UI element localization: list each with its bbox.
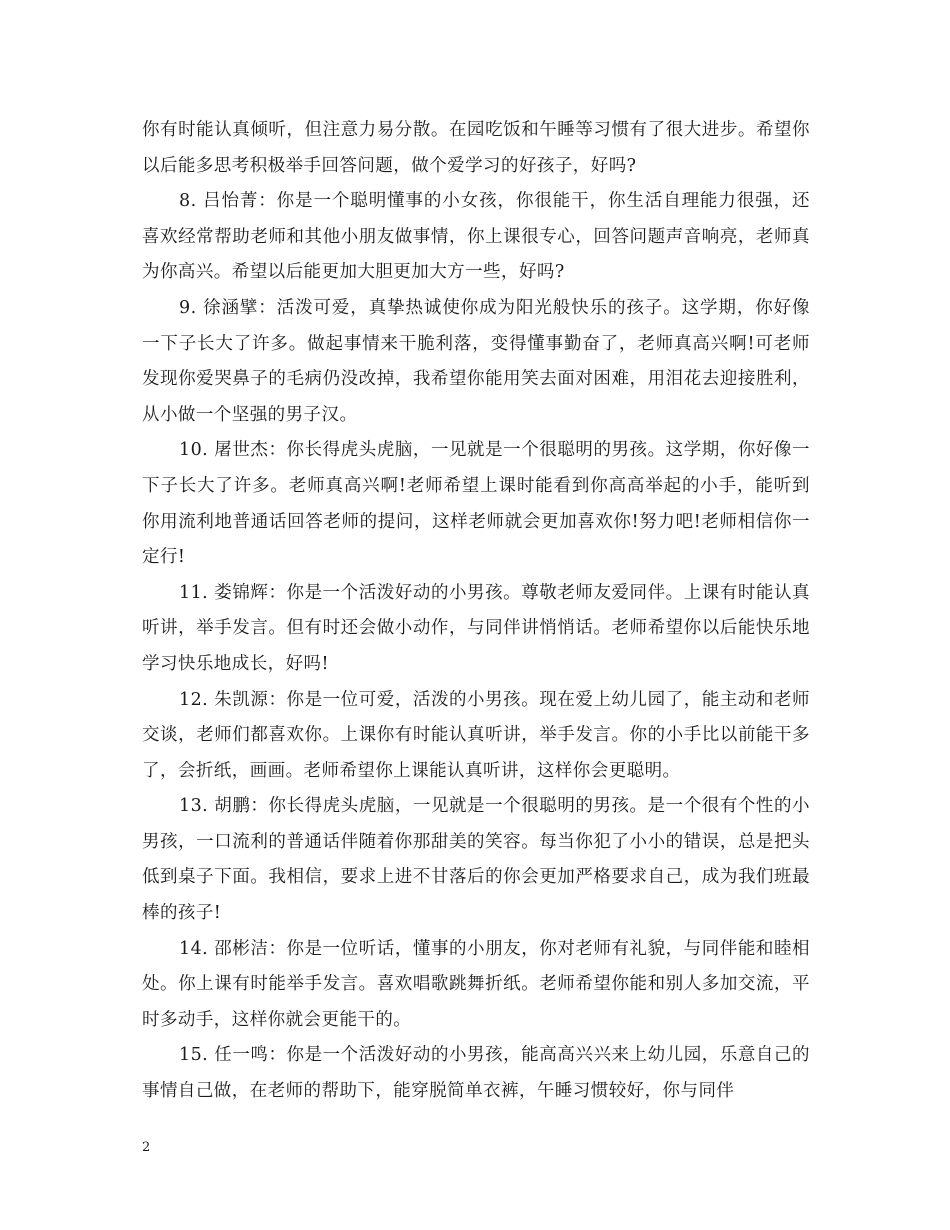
paragraph-item-10: 10. 屠世杰：你长得虎头虎脑，一见就是一个很聪明的男孩。这学期，你好像一下子长大了许多。老师真高兴啊!老师希望上课时能看到你高高举起的小手，能听到你用流利地普通话回答老师的提问，这样老师就会更加喜欢你!努力吧!老师相信你一定行! (142, 440, 810, 568)
paragraph-item-12: 12. 朱凯源：你是一位可爱，活泼的小男孩。现在爱上幼儿园了，能主动和老师交谈，老师们都喜欢你。上课你有时能认真听讲，举手发言。你的小手比以前能干多了，会折纸，画画。老师希望你上课能认真听讲，这样你会更聪明。 (142, 689, 810, 781)
document-body (142, 113, 810, 1110)
paragraph-item-14: 14. 邵彬洁：你是一位听话，懂事的小朋友，你对老师有礼貌，与同伴能和睦相处。你上课有时能举手发言。喜欢唱歌跳舞折纸。老师希望你能和别人多加交流，平时多动手，这样你就会更能干的。 (142, 938, 810, 1030)
paragraph-item-11: 11. 娄锦辉：你是一个活泼好动的小男孩。尊敬老师友爱同伴。上课有时能认真听讲，举手发言。但有时还会做小动作，与同伴讲悄悄话。老师希望你以后能快乐地学习快乐地成长，好吗! (142, 582, 810, 674)
paragraph-item-15: 15. 任一鸣：你是一个活泼好动的小男孩，能高高兴兴来上幼儿园，乐意自己的事情自己做，在老师的帮助下，能穿脱简单衣裤，午睡习惯较好，你与同伴 (142, 1045, 810, 1102)
page-number: 2 (142, 1140, 151, 1155)
paragraph-item-9: 9. 徐涵擘：活泼可爱，真挚热诚使你成为阳光般快乐的孩子。这学期，你好像一下子长大了许多。做起事情来干脆利落，变得懂事勤奋了，老师真高兴啊!可老师发现你爱哭鼻子的毛病仍没改掉，我希望你能用笑去面对困难，用泪花去迎接胜利，从小做一个坚强的男子汉。 (142, 297, 810, 425)
paragraph-item-8: 8. 吕怡菁：你是一个聪明懂事的小女孩，你很能干，你生活自理能力很强，还喜欢经常帮助老师和其他小朋友做事情，你上课很专心，回答问题声音响亮，老师真为你高兴。希望以后能更加大胆更加大方一些，好吗? (142, 191, 810, 283)
paragraph-item-13: 13. 胡鹏：你长得虎头虎脑，一见就是一个很聪明的男孩。是一个很有个性的小男孩，一口流利的普通话伴随着你那甜美的笑容。每当你犯了小小的错误，总是把头低到桌子下面。我相信，要求上进不甘落后的你会更加严格要求自己，成为我们班最棒的孩子! (142, 796, 810, 924)
paragraph-continued: 你有时能认真倾听，但注意力易分散。在园吃饭和午睡等习惯有了很大进步。希望你以后能多思考积极举手回答问题，做个爱学习的好孩子，好吗? (142, 120, 810, 176)
